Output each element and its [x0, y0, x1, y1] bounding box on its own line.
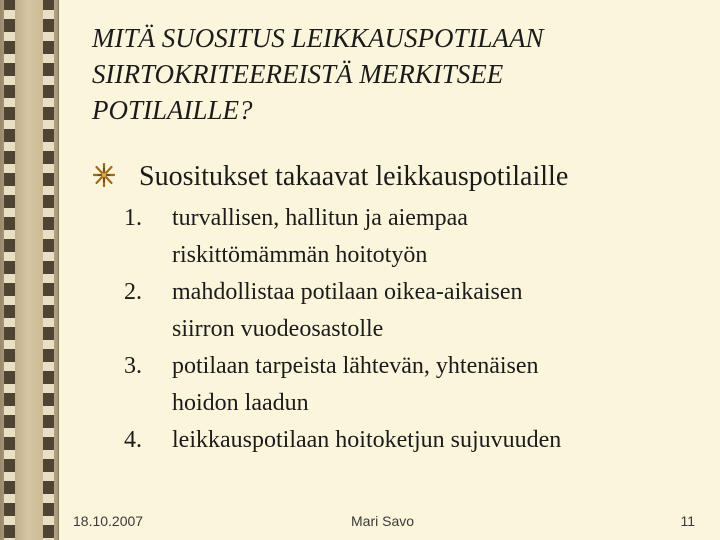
list-number: 3.	[124, 353, 142, 379]
footer-page-number: 11	[680, 513, 695, 529]
list-item	[124, 348, 684, 422]
bullet-text: Suositukset takaavat leikkauspotilaille	[139, 161, 569, 192]
footer-author: Mari Savo	[351, 513, 415, 529]
filmstrip-decoration	[0, 0, 59, 540]
title-line: POTILAILLE?	[92, 95, 253, 125]
list-item	[124, 274, 684, 348]
bullet-item	[93, 160, 683, 196]
footer-date: 18.10.2007	[73, 513, 144, 529]
list-item-line: hoidon laadun	[172, 390, 309, 416]
list-number: 1.	[124, 205, 142, 231]
list-item-line: potilaan tarpeista lähtevän, yhtenäisen	[172, 353, 539, 379]
sparkle-icon	[93, 163, 115, 187]
list-item-line: mahdollistaa potilaan oikea-aikaisen	[172, 279, 523, 305]
list-item-line: leikkauspotilaan hoitoketjun sujuvuuden	[172, 427, 562, 453]
slide-title	[92, 20, 677, 128]
numbered-list	[124, 200, 684, 459]
list-item	[124, 200, 684, 274]
title-line: SIIRTOKRITEEREISTÄ MERKITSEE	[92, 59, 504, 89]
list-item-line: siirron vuodeosastolle	[172, 316, 384, 342]
title-line: MITÄ SUOSITUS LEIKKAUSPOTILAAN	[92, 23, 544, 53]
list-item-line: riskittömämmän hoitotyön	[172, 242, 428, 268]
list-item-line: turvallisen, hallitun ja aiempaa	[172, 205, 468, 231]
list-number: 4.	[124, 427, 142, 453]
list-number: 2.	[124, 279, 142, 305]
list-item	[124, 422, 684, 459]
